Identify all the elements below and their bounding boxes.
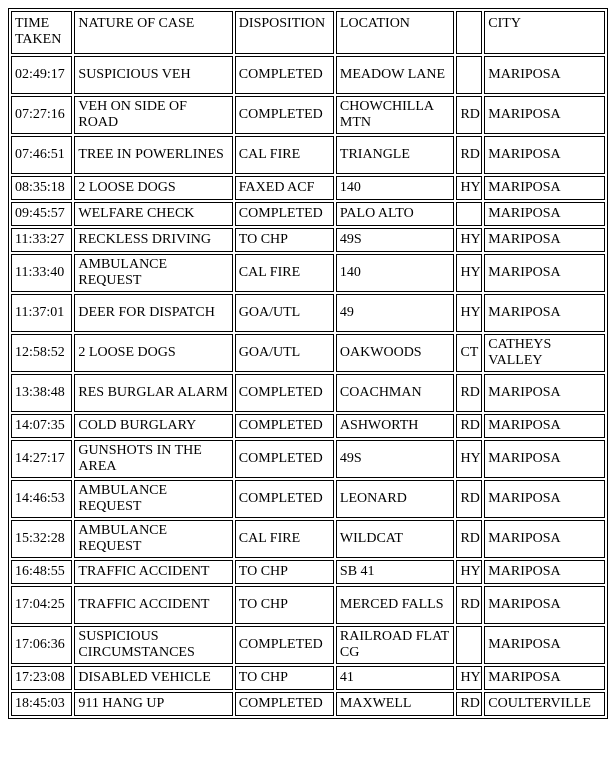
time-cell: 02:49:17 — [11, 56, 72, 94]
location-cell: COACHMAN — [336, 374, 455, 412]
nature-of-case-cell: 2 LOOSE DOGS — [74, 334, 232, 372]
road-suffix-cell: HY — [456, 560, 482, 584]
header-location: LOCATION — [336, 11, 455, 54]
disposition-cell: TO CHP — [235, 560, 334, 584]
location-cell: SB 41 — [336, 560, 455, 584]
disposition-cell: GOA/UTL — [235, 334, 334, 372]
disposition-cell: COMPLETED — [235, 374, 334, 412]
city-cell: MARIPOSA — [484, 414, 605, 438]
road-suffix-cell: HY — [456, 254, 482, 292]
road-suffix-cell: HY — [456, 440, 482, 478]
nature-of-case-cell: DEER FOR DISPATCH — [74, 294, 232, 332]
table-row — [11, 96, 605, 134]
road-suffix-cell: RD — [456, 692, 482, 716]
nature-of-case-cell: WELFARE CHECK — [74, 202, 232, 226]
disposition-cell: CAL FIRE — [235, 136, 334, 174]
city-cell: MARIPOSA — [484, 586, 605, 624]
location-cell: RAILROAD FLAT CG — [336, 626, 455, 664]
location-cell: LEONARD — [336, 480, 455, 518]
city-cell: MARIPOSA — [484, 228, 605, 252]
city-cell: MARIPOSA — [484, 374, 605, 412]
location-cell: 140 — [336, 176, 455, 200]
disposition-cell: COMPLETED — [235, 626, 334, 664]
header-disposition: DISPOSITION — [235, 11, 334, 54]
city-cell: MARIPOSA — [484, 176, 605, 200]
road-suffix-cell: HY — [456, 666, 482, 690]
time-cell: 18:45:03 — [11, 692, 72, 716]
road-suffix-cell: RD — [456, 520, 482, 558]
nature-of-case-cell: 2 LOOSE DOGS — [74, 176, 232, 200]
city-cell: MARIPOSA — [484, 480, 605, 518]
table-row — [11, 480, 605, 518]
road-suffix-cell: CT — [456, 334, 482, 372]
location-cell: ASHWORTH — [336, 414, 455, 438]
incident-log-table — [8, 8, 608, 719]
table-row — [11, 202, 605, 226]
nature-of-case-cell: RECKLESS DRIVING — [74, 228, 232, 252]
road-suffix-cell: RD — [456, 586, 482, 624]
table-row — [11, 626, 605, 664]
time-cell: 16:48:55 — [11, 560, 72, 584]
location-cell: MERCED FALLS — [336, 586, 455, 624]
nature-of-case-cell: VEH ON SIDE OF ROAD — [74, 96, 232, 134]
time-cell: 14:27:17 — [11, 440, 72, 478]
road-suffix-cell — [456, 56, 482, 94]
city-cell: MARIPOSA — [484, 666, 605, 690]
location-cell: 41 — [336, 666, 455, 690]
table-row — [11, 586, 605, 624]
nature-of-case-cell: SUSPICIOUS VEH — [74, 56, 232, 94]
time-cell: 14:46:53 — [11, 480, 72, 518]
time-cell: 17:04:25 — [11, 586, 72, 624]
table-row — [11, 294, 605, 332]
location-cell: CHOWCHILLA MTN — [336, 96, 455, 134]
disposition-cell: GOA/UTL — [235, 294, 334, 332]
city-cell: MARIPOSA — [484, 520, 605, 558]
nature-of-case-cell: SUSPICIOUS CIRCUMSTANCES — [74, 626, 232, 664]
location-cell: 49 — [336, 294, 455, 332]
location-cell: 140 — [336, 254, 455, 292]
header-time-taken: TIME TAKEN — [11, 11, 72, 54]
location-cell: TRIANGLE — [336, 136, 455, 174]
table-row — [11, 254, 605, 292]
disposition-cell: CAL FIRE — [235, 254, 334, 292]
location-cell: MAXWELL — [336, 692, 455, 716]
time-cell: 17:23:08 — [11, 666, 72, 690]
time-cell: 14:07:35 — [11, 414, 72, 438]
city-cell: MARIPOSA — [484, 136, 605, 174]
location-cell: OAKWOODS — [336, 334, 455, 372]
city-cell: MARIPOSA — [484, 294, 605, 332]
time-cell: 15:32:28 — [11, 520, 72, 558]
disposition-cell: COMPLETED — [235, 692, 334, 716]
nature-of-case-cell: AMBULANCE REQUEST — [74, 520, 232, 558]
location-cell: PALO ALTO — [336, 202, 455, 226]
nature-of-case-cell: 911 HANG UP — [74, 692, 232, 716]
location-cell: MEADOW LANE — [336, 56, 455, 94]
city-cell: MARIPOSA — [484, 96, 605, 134]
table-row — [11, 520, 605, 558]
disposition-cell: COMPLETED — [235, 56, 334, 94]
road-suffix-cell: RD — [456, 96, 482, 134]
table-row — [11, 136, 605, 174]
disposition-cell: COMPLETED — [235, 96, 334, 134]
disposition-cell: COMPLETED — [235, 202, 334, 226]
road-suffix-cell — [456, 202, 482, 226]
disposition-cell: COMPLETED — [235, 480, 334, 518]
city-cell: MARIPOSA — [484, 626, 605, 664]
time-cell: 07:27:16 — [11, 96, 72, 134]
disposition-cell: TO CHP — [235, 586, 334, 624]
table-row — [11, 560, 605, 584]
city-cell: CATHEYS VALLEY — [484, 334, 605, 372]
time-cell: 11:33:40 — [11, 254, 72, 292]
city-cell: MARIPOSA — [484, 56, 605, 94]
road-suffix-cell — [456, 626, 482, 664]
disposition-cell: COMPLETED — [235, 440, 334, 478]
location-cell: 49S — [336, 440, 455, 478]
time-cell: 13:38:48 — [11, 374, 72, 412]
disposition-cell: TO CHP — [235, 666, 334, 690]
table-row — [11, 228, 605, 252]
nature-of-case-cell: GUNSHOTS IN THE AREA — [74, 440, 232, 478]
table-row — [11, 414, 605, 438]
city-cell: COULTERVILLE — [484, 692, 605, 716]
location-cell: 49S — [336, 228, 455, 252]
time-cell: 12:58:52 — [11, 334, 72, 372]
road-suffix-cell: HY — [456, 228, 482, 252]
disposition-cell: TO CHP — [235, 228, 334, 252]
nature-of-case-cell: AMBULANCE REQUEST — [74, 480, 232, 518]
nature-of-case-cell: DISABLED VEHICLE — [74, 666, 232, 690]
table-row — [11, 176, 605, 200]
header-road-suffix — [456, 11, 482, 54]
table-row — [11, 374, 605, 412]
disposition-cell: FAXED ACF — [235, 176, 334, 200]
time-cell: 11:33:27 — [11, 228, 72, 252]
table-row — [11, 334, 605, 372]
table-row — [11, 692, 605, 716]
nature-of-case-cell: TREE IN POWERLINES — [74, 136, 232, 174]
nature-of-case-cell: COLD BURGLARY — [74, 414, 232, 438]
disposition-cell: CAL FIRE — [235, 520, 334, 558]
time-cell: 09:45:57 — [11, 202, 72, 226]
road-suffix-cell: HY — [456, 176, 482, 200]
nature-of-case-cell: TRAFFIC ACCIDENT — [74, 586, 232, 624]
time-cell: 08:35:18 — [11, 176, 72, 200]
city-cell: MARIPOSA — [484, 560, 605, 584]
disposition-cell: COMPLETED — [235, 414, 334, 438]
city-cell: MARIPOSA — [484, 254, 605, 292]
city-cell: MARIPOSA — [484, 202, 605, 226]
header-nature-of-case: NATURE OF CASE — [74, 11, 232, 54]
road-suffix-cell: RD — [456, 414, 482, 438]
nature-of-case-cell: AMBULANCE REQUEST — [74, 254, 232, 292]
table-row — [11, 666, 605, 690]
header-city: CITY — [484, 11, 605, 54]
time-cell: 11:37:01 — [11, 294, 72, 332]
city-cell: MARIPOSA — [484, 440, 605, 478]
location-cell: WILDCAT — [336, 520, 455, 558]
time-cell: 07:46:51 — [11, 136, 72, 174]
header-row — [11, 11, 605, 54]
time-cell: 17:06:36 — [11, 626, 72, 664]
road-suffix-cell: RD — [456, 136, 482, 174]
road-suffix-cell: RD — [456, 480, 482, 518]
road-suffix-cell: HY — [456, 294, 482, 332]
table-row — [11, 56, 605, 94]
table-row — [11, 440, 605, 478]
road-suffix-cell: RD — [456, 374, 482, 412]
nature-of-case-cell: TRAFFIC ACCIDENT — [74, 560, 232, 584]
nature-of-case-cell: RES BURGLAR ALARM — [74, 374, 232, 412]
incident-log-body — [11, 56, 605, 716]
